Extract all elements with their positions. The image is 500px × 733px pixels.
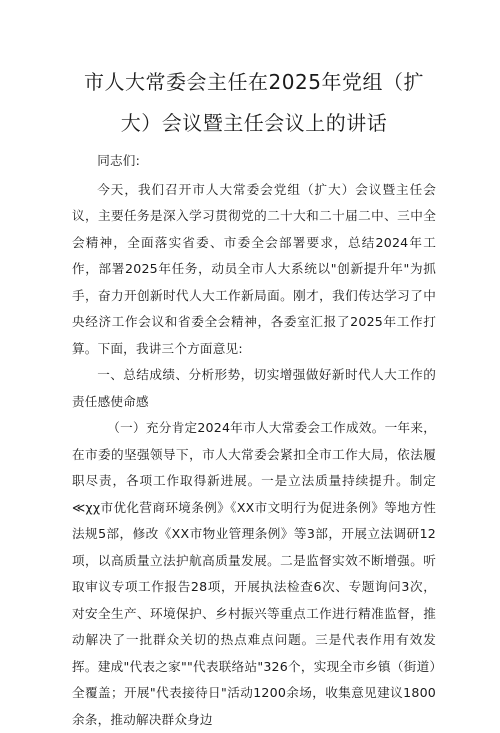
document-title <box>72 62 436 144</box>
section-heading-1: 一、总结成绩、分析形势，切实增强做好新时代人大工作的责任感使命感 <box>72 367 436 409</box>
title-line-2: 大）会议暨主任会议上的讲话 <box>120 111 388 135</box>
paragraph-intro: 今天，我们召开市人大常委会党组（扩大）会议暨主任会议，主要任务是深入学习贯彻党的二十大和二十届二中、三中全会精神，全面落实省委、市委全会部署要求，总结2024年工作，部署2025年任务，动员全市人大系统以"创新提升年"为抓手，奋力开创新时代人大工作新局面。刚才，我们传达学习了中央经济工作会议和省委全会精神，各委室汇报了2025年工作打算。下面，我讲三个方面意见: <box>72 181 436 356</box>
paragraph-achievements: （一）充分肯定2024年市人大常委会工作成效。一年来，在市委的坚强领导下，市人大常委会紧扣全市工作大局，依法履职尽责，各项工作取得新进展。一是立法质量持续提升。制定≪χχ市优化营商环境条例》《XX市文明行为促进条例》等地方性法规5部，修改《XX市物业管理条例》等3部，开展立法调研12项，以高质量立法护航高质量发展。二是监督实效不断增强。听取审议专项工作报告28项，开展执法检查6次、专题询问3次，对安全生产、环境保护、乡村振兴等重点工作进行精准监督，推动解决了一批群众关切的热点难点问题。三是代表作用有效发挥。建成"代表之家""代表联络站"326个，实现全市乡镇（街道）全覆盖；开展"代表接待日"活动1200余场，收集意见建议1800余条，推动解决群众身边 <box>72 420 436 727</box>
greeting: 同志们: <box>97 153 141 168</box>
title-line-1: 市人大常委会主任在2025年党组（扩 <box>84 70 424 94</box>
